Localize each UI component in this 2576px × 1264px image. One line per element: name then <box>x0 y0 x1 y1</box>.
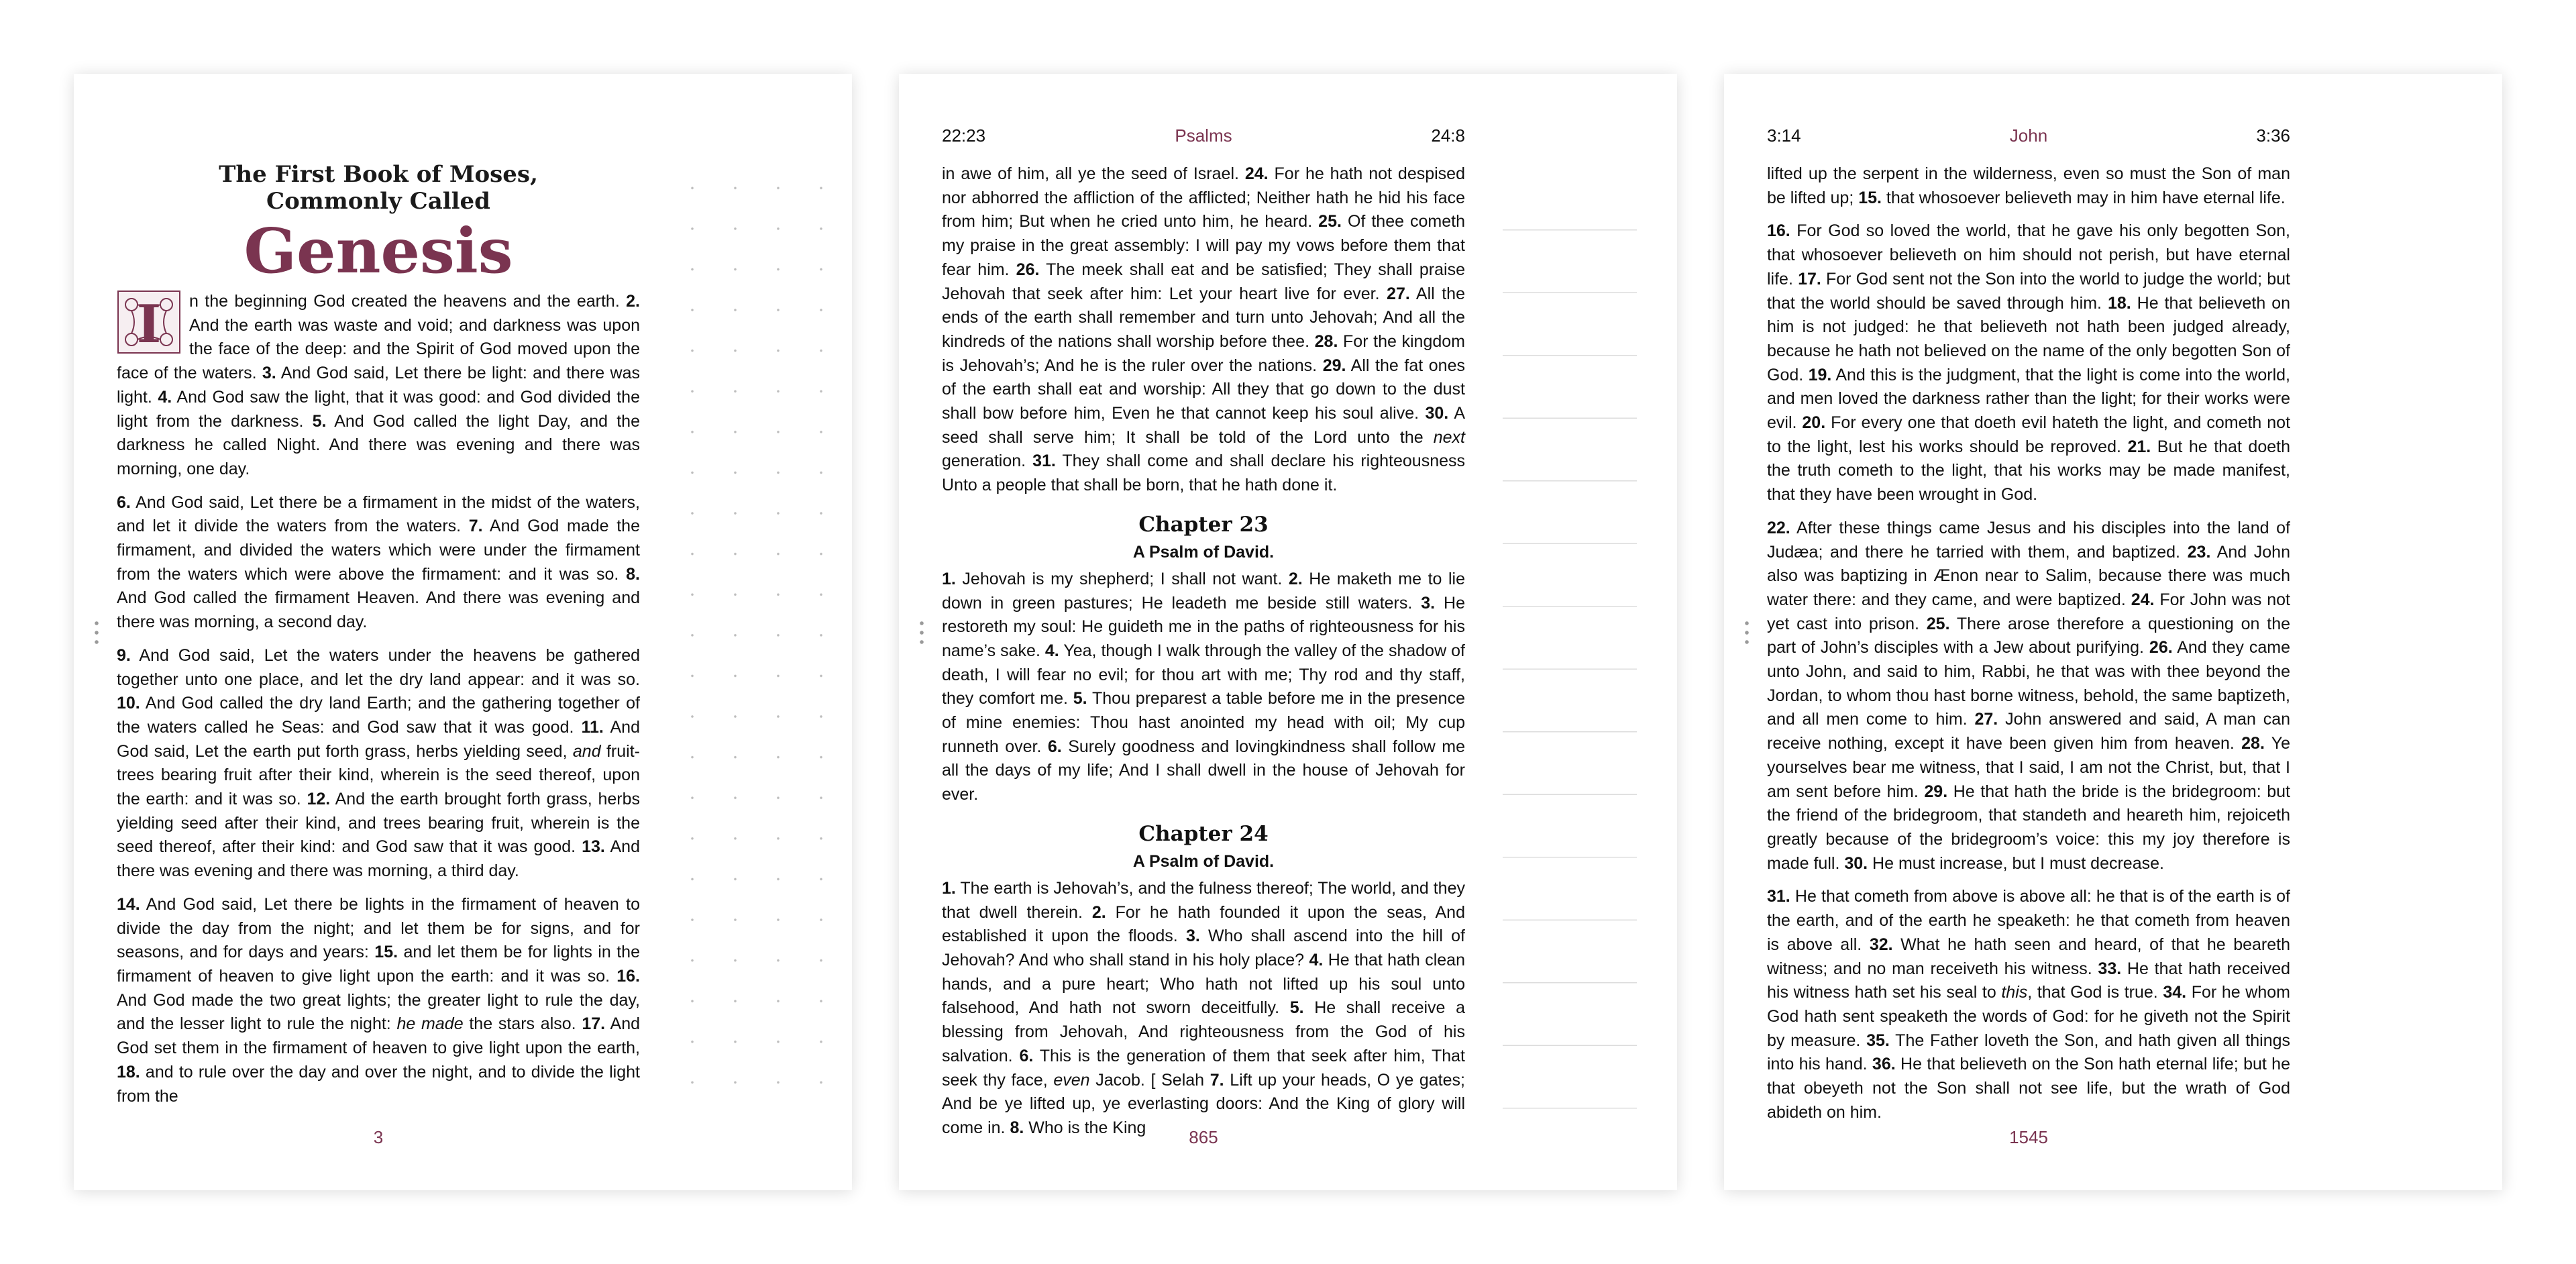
chapter-heading: Chapter 23 <box>1138 512 1269 537</box>
verse-text: And God said, Let there be lights in the firmament of heaven to divide the day from the night; and let them be for signs, and for seasons, and for days and years: <box>117 894 640 962</box>
verse-number: 24. <box>2131 590 2155 609</box>
verse-number: 27. <box>1974 710 1998 729</box>
verse-text: And God made the two great lights; the greater light to rule the day, and the lesser light to rule the night: <box>117 990 640 1034</box>
verse-text: the stars also. <box>463 1014 582 1034</box>
verse-number: 3. <box>262 364 276 383</box>
verse-text: And there was evening and there was morning, a third day. <box>117 837 640 881</box>
verse-text: After these things came Jesus and his disciples into the land of Judæa; and there he tarried with them, and baptized. <box>1767 518 2290 562</box>
verse-number: 17. <box>582 1014 606 1034</box>
verse-number: 2. <box>1091 902 1106 922</box>
verse-text: And God saw the light, that it was good: and God divided the light from the darkness. <box>117 387 640 431</box>
italic-text: next <box>1433 427 1465 447</box>
verse-text: All the fat ones of the earth shall eat and worship: All they that go down to the dust shall bow before him, Even he that cannot keep his soul alive. <box>942 356 1465 423</box>
chapter-text <box>1767 162 2290 1134</box>
italic-text: he made <box>396 1014 464 1034</box>
chapter-text <box>117 290 640 1118</box>
page-number: 1545 <box>2009 1127 2048 1147</box>
verse-text: The meek shall eat and be satisfied; They shall praise Jehovah that seek after him: Let your heart live for ever. <box>942 260 1465 303</box>
verse-number: 28. <box>2241 734 2265 753</box>
verse-number: 25. <box>1926 614 1950 633</box>
paragraph <box>1767 517 2290 876</box>
verse-text: The earth is Jehovah’s, and the fulness thereof; The world, and they that dwell therein. <box>942 878 1465 922</box>
verse-text: fruit-trees bearing fruit after their kind, wherein is the seed thereof, upon the earth: and it was so. <box>117 741 640 809</box>
verse-number: 31. <box>1032 452 1056 471</box>
verse-number: 7. <box>1210 1070 1224 1090</box>
verse-text: And this is the judgment, that the light is come into the world, and men loved the darkness rather than the light; for their works were evil. <box>1767 365 2290 433</box>
paragraph <box>942 877 1465 1141</box>
verse-number: 6. <box>1047 737 1062 756</box>
book-title: Genesis <box>244 215 513 287</box>
running-header <box>942 122 1465 149</box>
verse-number: 1. <box>942 878 956 898</box>
verse-number: 16. <box>1767 221 1790 241</box>
verse-text: He shall receive a blessing from Jehovah, And righteousness from the God of his salvation. <box>942 998 1465 1065</box>
verse-text: n the beginning God created the heavens and the earth. <box>189 292 627 311</box>
verse-number: 23. <box>2187 542 2211 562</box>
verse-text: All the ends of the earth shall remember and turn unto Jehovah; And all the kindreds of the nations shall worship before thee. <box>942 284 1465 351</box>
verse-number: 14. <box>117 894 140 914</box>
verse-number: 4. <box>1044 641 1059 660</box>
verse-number: 2. <box>626 292 640 311</box>
drop-cap-ornament <box>117 290 181 354</box>
verse-text: For he hath founded it upon the seas, And established it upon the floods. <box>942 902 1465 946</box>
header-end-reference: 3:36 <box>2256 125 2290 146</box>
verse-text: He must increase, but I must decrease. <box>1868 853 2164 873</box>
paragraph <box>942 162 1465 498</box>
verse-number: 32. <box>1869 935 1893 954</box>
drag-handle-icon[interactable] <box>919 619 924 648</box>
verse-text: Yea, though I walk through the valley of the shadow of death, I will fear no evil; for thou art with me; Thy rod and thy staff, they comfort me. <box>942 641 1465 708</box>
ornament-icon <box>117 290 181 354</box>
verse-text: For God sent not the Son into the world to judge the world; but that the world should be saved through him. <box>1767 269 2290 313</box>
verse-text: But he that doeth the truth cometh to the light, that his works may be made manifest, that they have been wrought in God. <box>1767 437 2290 505</box>
verse-text: that whosoever believeth may in him have eternal life. <box>1881 188 2286 207</box>
verse-text: Who shall ascend into the hill of Jehovah? And who shall stand in his holy place? <box>942 927 1465 969</box>
verse-number: 15. <box>374 943 398 962</box>
verse-text: And the earth was waste and void; and darkness was upon the face of the deep: and the Spirit of God moved upon the face of the waters. <box>117 315 640 383</box>
verse-number: 12. <box>307 790 331 809</box>
verse-number: 8. <box>626 564 640 584</box>
verse-number: 27. <box>1387 284 1410 303</box>
chapter-text <box>942 162 1465 1150</box>
verse-text: He restoreth my soul: He guideth me in the paths of righteousness for his name’s sake. <box>942 593 1465 660</box>
verse-text: generation. <box>942 452 1033 471</box>
verse-number: 6. <box>1019 1046 1034 1065</box>
verse-number: 29. <box>1924 782 1948 801</box>
verse-text: What he hath seen and heard, of that he beareth witness; and no man receiveth his witness. <box>1767 935 2290 978</box>
verse-text: Who is the King <box>1024 1118 1146 1137</box>
verse-number: 4. <box>1309 950 1324 969</box>
page-number: 3 <box>373 1127 384 1147</box>
verse-number: 5. <box>1073 689 1087 708</box>
verse-number: 34. <box>2163 983 2187 1002</box>
verse-number: 25. <box>1318 212 1342 231</box>
verse-number: 18. <box>117 1062 140 1082</box>
verse-number: 16. <box>616 966 640 986</box>
verse-number: 6. <box>117 492 131 512</box>
book-title-line-2: Commonly Called <box>266 188 490 215</box>
verse-number: 18. <box>2107 293 2131 313</box>
verse-text: lifted up the serpent in the wilderness, even so must the Son of man be lifted up; <box>1767 164 2290 207</box>
verse-number: 31. <box>1767 887 1790 906</box>
margin-dot-grid <box>671 168 825 1120</box>
header-book-name: Psalms <box>1175 125 1232 146</box>
verse-number: 33. <box>2098 959 2122 978</box>
drag-handle-icon[interactable] <box>94 619 99 648</box>
verse-number: 15. <box>1858 188 1882 207</box>
verse-text: And God said, Let the waters under the heavens be gathered together unto one place, and let the dry land appear: and it was so. <box>117 645 640 689</box>
svg-text:I: I <box>136 294 162 354</box>
verse-number: 4. <box>158 387 172 407</box>
verse-number: 26. <box>1016 260 1040 279</box>
header-end-reference: 24:8 <box>1431 125 1465 146</box>
verse-text: and to rule over the day and over the night, and to divide the light from the <box>117 1062 640 1106</box>
page-genesis[interactable] <box>74 74 852 1190</box>
verse-text: He that hath clean hands, and a pure heart; Who hath not lifted up his soul unto falsehood, And hath not sworn deceitfully. <box>942 950 1465 1018</box>
verse-text: And God set them in the firmament of heaven to give light upon the earth, <box>117 1014 640 1058</box>
verse-text: Ye yourselves bear me witness, that I said, I am not the Christ, but, that I am sent before him. <box>1767 734 2290 801</box>
verse-text: He that believeth on the Son hath eternal life; but he that obeyeth not the Son shall not see life, but the wrath of God abideth on him. <box>1767 1055 2290 1122</box>
verse-number: 24. <box>1244 164 1269 183</box>
verse-text: Lift up your heads, O ye gates; And be ye lifted up, ye everlasting doors: And the King of glory will come in. <box>942 1070 1465 1137</box>
verse-text: There arose therefore a questioning on the part of John’s disciples with a Jew about purifying. <box>1767 614 2291 657</box>
header-book-name: John <box>2009 125 2048 146</box>
verse-text: For God so loved the world, that he gave his only begotten Son, that whosoever believeth on him should not perish, but have eternal life. <box>1767 221 2290 288</box>
italic-text: even <box>1053 1070 1090 1090</box>
psalm-superscription: A Psalm of David. <box>1132 851 1275 871</box>
italic-text: and <box>572 741 601 761</box>
verse-number: 3. <box>1185 927 1200 946</box>
verse-number: 30. <box>1425 404 1449 423</box>
verse-text: For he hath not despised nor abhorred the affliction of the afflicted; Neither hath he hid his face from him; But when he cried unto him, he heard. <box>942 164 1465 231</box>
verse-number: 17. <box>1798 269 1821 288</box>
verse-text: And John also was baptizing in Ænon near to Salim, because there was much water there: and they came, and were baptized. <box>1767 542 2290 609</box>
verse-number: 2. <box>1288 569 1303 588</box>
page-john[interactable] <box>1724 74 2502 1190</box>
margin-note-lines <box>1503 168 1637 1120</box>
verse-text: For every one that doeth evil hateth the light, and cometh not to the light, lest his works should be reproved. <box>1767 413 2291 456</box>
verse-text: The Father loveth the Son, and hath given all things into his hand. <box>1767 1031 2291 1074</box>
header-start-reference: 22:23 <box>942 125 986 146</box>
verse-text: He that believeth on him is not judged: he that believeth not hath been judged already, because he hath not believed on the name of the only begotten Son of God. <box>1767 293 2291 384</box>
drag-handle-icon[interactable] <box>1744 619 1750 648</box>
verse-number: 13. <box>582 837 605 857</box>
verse-text: And God said, Let the earth put forth grass, herbs yielding seed, <box>117 717 640 761</box>
verse-text: For John was not yet cast into prison. <box>1767 590 2290 633</box>
verse-text: He that hath the bride is the bridegroom: but the friend of the bridegroom, that standeth and heareth him, rejoiceth greatly because of the bridegroom’s voice: this my joy therefore is made full. <box>1767 782 2290 873</box>
paragraph <box>117 491 640 635</box>
verse-number: 9. <box>117 645 131 665</box>
verse-text: A seed shall serve him; It shall be told of the Lord unto the <box>942 404 1465 447</box>
italic-text: this <box>2001 983 2028 1002</box>
verse-text: This is the generation of them that seek after him, That seek thy face, <box>942 1046 1465 1090</box>
verse-text: Jacob. [ Selah <box>1089 1070 1210 1090</box>
running-header <box>1767 122 2290 149</box>
verse-number: 8. <box>1010 1118 1024 1137</box>
verse-text: And the earth brought forth grass, herbs yielding seed after their kind, and trees bearing fruit, wherein is the seed thereof, after their kind: and God saw that it was good. <box>117 790 640 857</box>
verse-text: Surely goodness and lovingkindness shall follow me all the days of my life; And I shall dwell in the house of Jehovah for ever. <box>942 737 1465 804</box>
book-title-line-1: The First Book of Moses, <box>219 161 538 188</box>
verse-text: And God called the dry land Earth; and the gathering together of the waters called he Seas: and God saw that it was good. <box>117 694 640 737</box>
verse-number: 28. <box>1314 331 1338 351</box>
verse-number: 29. <box>1322 356 1346 375</box>
verse-number: 5. <box>312 411 327 431</box>
verse-number: 10. <box>117 694 140 713</box>
paragraph <box>1767 219 2290 507</box>
paragraph <box>1767 162 2290 210</box>
page-number: 865 <box>1189 1127 1218 1147</box>
verse-number: 21. <box>2127 437 2151 456</box>
paragraph <box>117 644 640 884</box>
verse-text: He that hath received his witness hath set his seal to <box>1767 959 2290 1002</box>
header-start-reference: 3:14 <box>1767 125 1801 146</box>
chapter-heading: Chapter 24 <box>1138 821 1269 846</box>
verse-text: And God said, Let there be a firmament in the midst of the waters, and let it divide the waters from the waters. <box>117 492 640 536</box>
paragraph <box>117 893 640 1108</box>
verse-number: 3. <box>1421 593 1436 613</box>
verse-text: Of thee cometh my praise in the great assembly: I will pay my vows before them that fear him. <box>942 212 1465 279</box>
book-title-block <box>117 161 640 287</box>
verse-number: 36. <box>1872 1055 1896 1074</box>
verse-text: They shall come and shall declare his righteousness Unto a people that shall be born, that he hath done it. <box>942 452 1465 495</box>
verse-text: And they came unto John, and said to him, Rabbi, he that was with thee beyond the Jordan, to whom thou hast borne witness, behold, the same baptizeth, and all men come to him. <box>1767 638 2291 729</box>
verse-text: And God called the firmament Heaven. And there was evening and there was morning, a second day. <box>117 588 640 632</box>
verse-text: Thou preparest a table before me in the presence of mine enemies: Thou hast anointed my head with oil; My cup runneth over. <box>942 689 1465 756</box>
verse-number: 11. <box>581 717 604 737</box>
verse-number: 19. <box>1808 365 1832 384</box>
verse-text: , that God is true. <box>2027 983 2163 1002</box>
verse-number: 5. <box>1289 998 1304 1018</box>
paragraph <box>117 290 640 482</box>
verse-text: in awe of him, all ye the seed of Israel. <box>942 164 1245 183</box>
verse-number: 7. <box>468 517 483 536</box>
verse-text: For he whom God hath sent speaketh the words of God: for he giveth not the Spirit by measure. <box>1767 983 2290 1050</box>
verse-text: Jehovah is my shepherd; I shall not want. <box>955 569 1289 588</box>
verse-text: John answered and said, A man can receive nothing, except it have been given him from heaven. <box>1767 710 2290 753</box>
verse-text: For the kingdom is Jehovah’s; And he is the ruler over the nations. <box>942 331 1465 375</box>
paragraph <box>942 568 1465 807</box>
verse-text: He maketh me to lie down in green pastures; He leadeth me beside still waters. <box>942 569 1465 613</box>
verse-number: 1. <box>942 569 956 588</box>
verse-number: 26. <box>2149 638 2173 657</box>
psalm-superscription: A Psalm of David. <box>1132 542 1275 562</box>
verse-number: 20. <box>1802 413 1826 433</box>
verse-number: 22. <box>1767 518 1790 537</box>
verse-number: 35. <box>1866 1031 1890 1050</box>
verse-text: And God called the light Day, and the darkness he called Night. And there was evening and there was morning, one day. <box>117 411 640 478</box>
page-psalms[interactable] <box>899 74 1677 1190</box>
verse-text: and let them be for lights in the firmament of heaven to give light upon the earth: and it was so. <box>117 943 640 986</box>
verse-text: And God made the firmament, and divided the waters which were under the firmament from the waters which were above the firmament: and it was so. <box>117 517 640 584</box>
verse-text: And God said, Let there be light: and there was light. <box>117 364 640 407</box>
verse-number: 30. <box>1844 853 1868 873</box>
paragraph <box>1767 885 2290 1124</box>
verse-text: He that cometh from above is above all: he that is of the earth is of the earth, and of the earth he speaketh: he that cometh from heaven is above all. <box>1767 887 2290 954</box>
